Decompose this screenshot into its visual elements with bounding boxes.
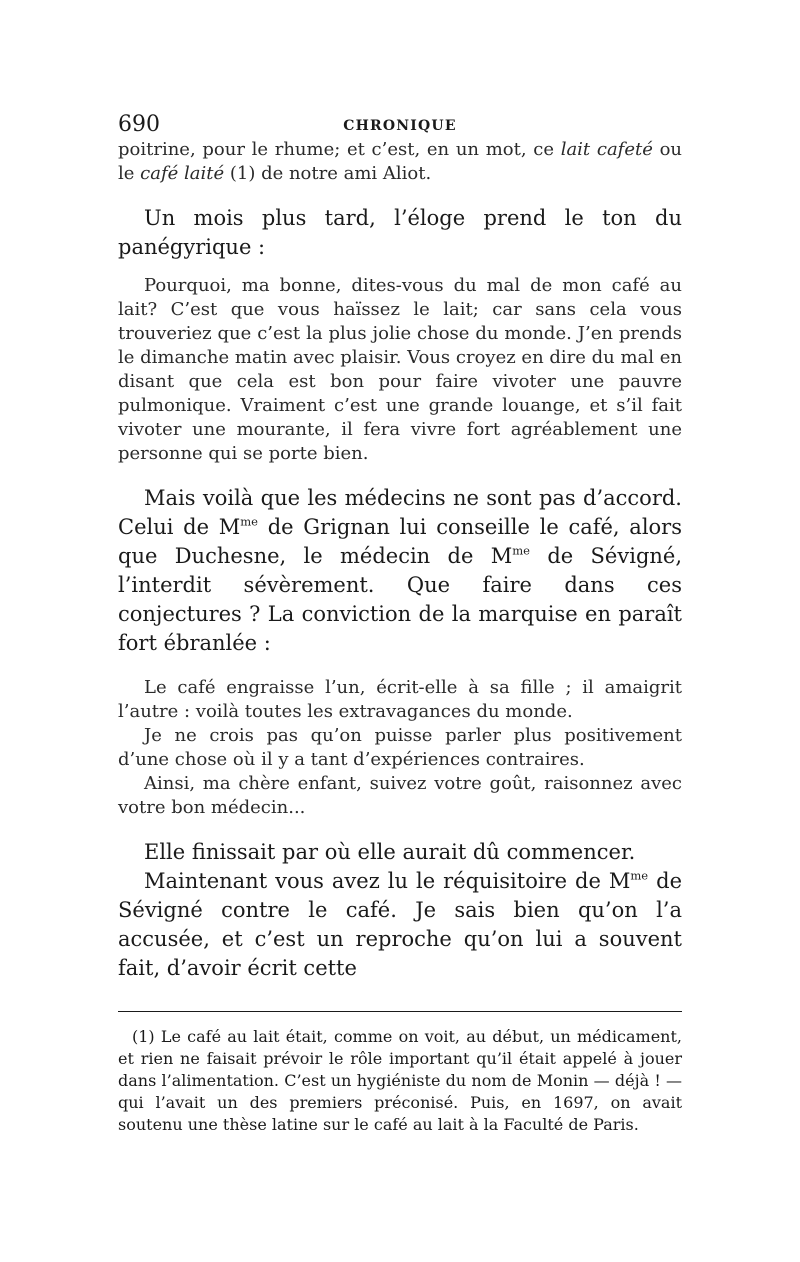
italic-term: café laité: [140, 163, 225, 184]
letter-quote-1: Pourquoi, ma bonne, dites-vous du mal de mon café au lait? C’est que vous haïssez le lait; car sans cela vous trouveriez que c’est la plus jolie chose du monde. J’en prends le dimanche matin avec plaisir. Vous croyez en dire du mal en disant que cela est bon pour faire vivoter une pauvre pulmonique. Vraiment c’est une grande louange, et s’il fait vivoter une mourante, il fera vivre fort agréablement une personne qui se porte bien.: [118, 275, 683, 464]
letter-quote-2-line-3: Ainsi, ma chère enfant, suivez votre goût, raisonnez avec votre bon médecin...: [118, 773, 682, 818]
letter-quote-2-line-1: Le café engraisse l’un, écrit-elle à sa fille ; il amaigrit l’autre : voilà toutes les extravagances du monde.: [118, 677, 682, 722]
quote-continuation: poitrine, pour le rhume; et c’est, en un mot, ce lait cafeté ou le café laité (1) de notre ami Aliot.: [118, 139, 682, 184]
body-paragraph-3: Elle finissait par où elle aurait dû commencer.: [144, 840, 636, 864]
running-head: CHRONIQUE: [343, 118, 457, 134]
italic-term: lait cafeté: [560, 139, 653, 160]
footnote: (1) Le café au lait était, comme on voit, au début, un médicament, et rien ne faisait prévoir le rôle important qu’il était appelé à jouer dans l’alimentation. C’est un hygiéniste du nom de Monin — déjà ! — qui l’avait un des premiers préconisé. Puis, en 1697, on avait soutenu une thèse latine sur le café au lait à la Faculté de Paris.: [118, 1027, 682, 1134]
body-paragraph-4: Maintenant vous avez lu le réquisitoire de $M^{me}$ de Sévigné contre le café. Je sais bien qu’on l’a accusée, et c’est un reproche qu’on lui a souvent fait, d’avoir écrit cette: [118, 868, 683, 980]
body-paragraph-2: Mais voilà que les médecins ne sont pas d’accord. Celui de $M^{me}$ de Grignan lui conseille le café, alors que Duchesne, le médecin de $M^{me}$ de Sévigné, l’interdit sévèrement. Que faire dans ces conjectures ? La conviction de la marquise en paraît fort ébranlée :: [118, 486, 683, 655]
body-paragraph-1: Un mois plus tard, l’éloge prend le ton du panégyrique :: [118, 206, 682, 259]
book-page: [118, 112, 682, 1136]
page-header: [118, 112, 682, 138]
page-number: 690: [118, 112, 160, 137]
letter-quote-2-line-2: Je ne crois pas qu’on puisse parler plus positivement d’une chose où il y a tant d’expériences contraires.: [118, 725, 682, 770]
footnote-divider: [118, 1011, 682, 1012]
